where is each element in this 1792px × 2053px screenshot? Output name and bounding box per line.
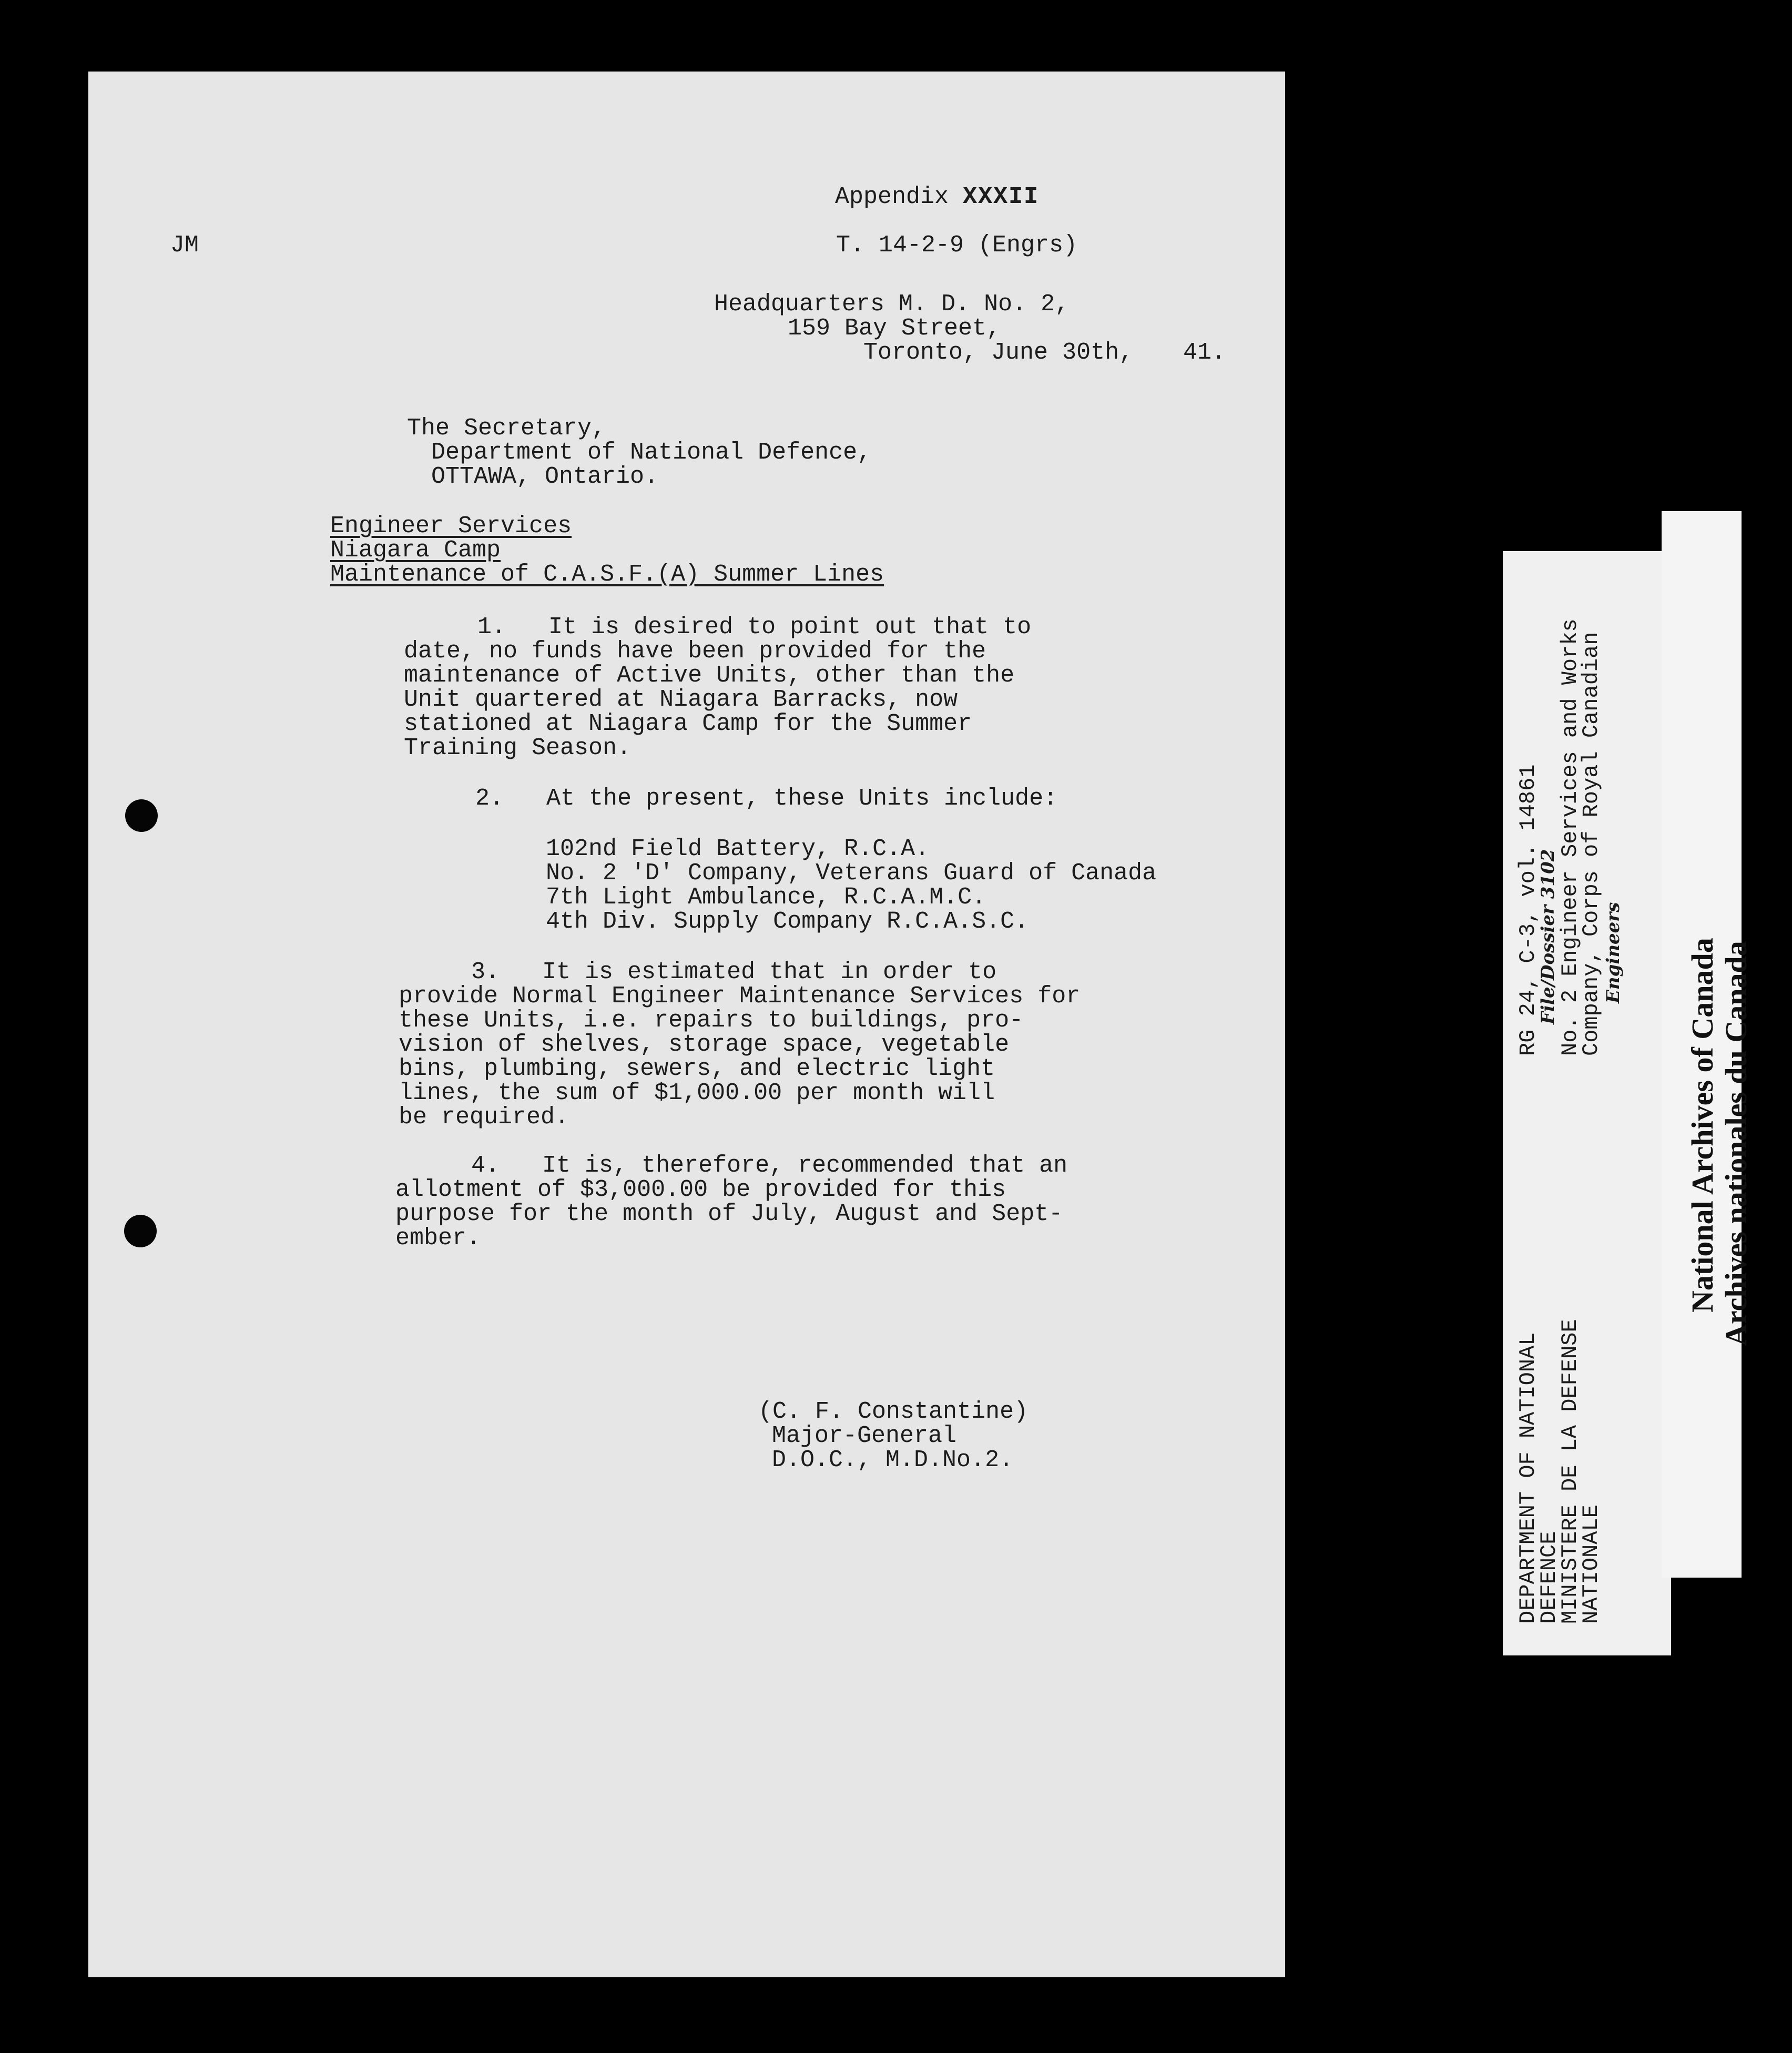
para3-line-4: vision of shelves, storage space, vegetable (399, 1031, 1010, 1058)
signature-rank: Major-General (772, 1422, 957, 1449)
para3-line-1: 3. It is estimated that in order to (471, 959, 997, 985)
signature-name: (C. F. Constantine) (758, 1398, 1029, 1425)
unit-1: 102nd Field Battery, R.C.A. (546, 836, 930, 862)
dept-en-line-1: DEPARTMENT OF NATIONAL (1515, 1332, 1541, 1624)
para3-line-7: be required. (399, 1104, 569, 1131)
file-reference: T. 14-2-9 (Engrs) (836, 232, 1078, 259)
archive-name-fr: Archives nationales du Canada (1719, 941, 1753, 1346)
para1-line-2: date, no funds have been provided for the (404, 638, 986, 665)
archive-reference: RG 24, C-3, vol. 14861 (1515, 764, 1541, 1056)
slip-subject-line-3: Engineers (1603, 902, 1624, 1003)
subject-line-1: Engineer Services (330, 513, 572, 540)
para1-line-6: Training Season. (404, 735, 632, 761)
typist-initials: JM (170, 232, 199, 259)
dept-en-line-2: DEFENCE (1536, 1531, 1562, 1624)
para2-intro: 2. At the present, these Units include: (475, 785, 1058, 812)
slip-subject-line-1: No. 2 Engineer Services and Works (1557, 618, 1583, 1056)
slip-subject-line-2: Company, Corps of Royal Canadian (1579, 632, 1604, 1056)
file-dossier-note: File/Dossier 3102 (1538, 849, 1559, 1024)
para1-line-3: maintenance of Active Units, other than the (404, 662, 1015, 689)
sender-line-2: 159 Bay Street, (788, 315, 1001, 342)
unit-3: 7th Light Ambulance, R.C.A.M.C. (546, 884, 986, 911)
archive-label-strip (1662, 511, 1753, 1578)
archive-reference-slip (1503, 551, 1671, 1655)
dept-fr-line-2: NATIONALE (1579, 1505, 1604, 1624)
para4-line-3: purpose for the month of July, August and Sept- (395, 1201, 1063, 1227)
para1-line-1: 1. It is desired to point out that to (477, 614, 1032, 641)
para1-line-5: stationed at Niagara Camp for the Summer (404, 710, 972, 737)
sender-line-3: Toronto, June 30th, (863, 339, 1134, 366)
subject-line-3: Maintenance of C.A.S.F.(A) Summer Lines (330, 561, 884, 588)
archive-name-en: National Archives of Canada (1685, 938, 1719, 1313)
unit-4: 4th Div. Supply Company R.C.A.S.C. (546, 908, 1029, 935)
para3-line-3: these Units, i.e. repairs to buildings, pro- (399, 1007, 1024, 1034)
punch-hole-bottom (124, 1215, 157, 1247)
sender-year: 41. (1183, 339, 1226, 366)
para3-line-2: provide Normal Engineer Maintenance Services for (399, 983, 1081, 1010)
sender-line-1: Headquarters M. D. No. 2, (714, 291, 1070, 318)
para4-line-4: ember. (395, 1225, 481, 1252)
dept-fr-line-1: MINISTERE DE LA DEFENSE (1557, 1319, 1583, 1624)
para4-line-1: 4. It is, therefore, recommended that an (471, 1152, 1068, 1179)
subject-line-2: Niagara Camp (330, 537, 501, 564)
letter-page (88, 72, 1285, 1977)
recipient-line-2: Department of National Defence, (431, 439, 872, 466)
unit-2: No. 2 'D' Company, Veterans Guard of Canada (546, 860, 1157, 887)
recipient-line-1: The Secretary, (407, 415, 606, 442)
para4-line-2: allotment of $3,000.00 be provided for this (395, 1176, 1006, 1203)
appendix-number: XXXII (963, 184, 1040, 210)
appendix-heading: Appendix XXXII (835, 184, 1040, 210)
para1-line-4: Unit quartered at Niagara Barracks, now (404, 686, 958, 713)
para3-line-5: bins, plumbing, sewers, and electric light (399, 1055, 995, 1082)
signature-title: D.O.C., M.D.No.2. (772, 1447, 1014, 1473)
punch-hole-top (125, 799, 158, 832)
para3-line-6: lines, the sum of $1,000.00 per month will (399, 1080, 995, 1106)
recipient-line-3: OTTAWA, Ontario. (431, 463, 659, 490)
